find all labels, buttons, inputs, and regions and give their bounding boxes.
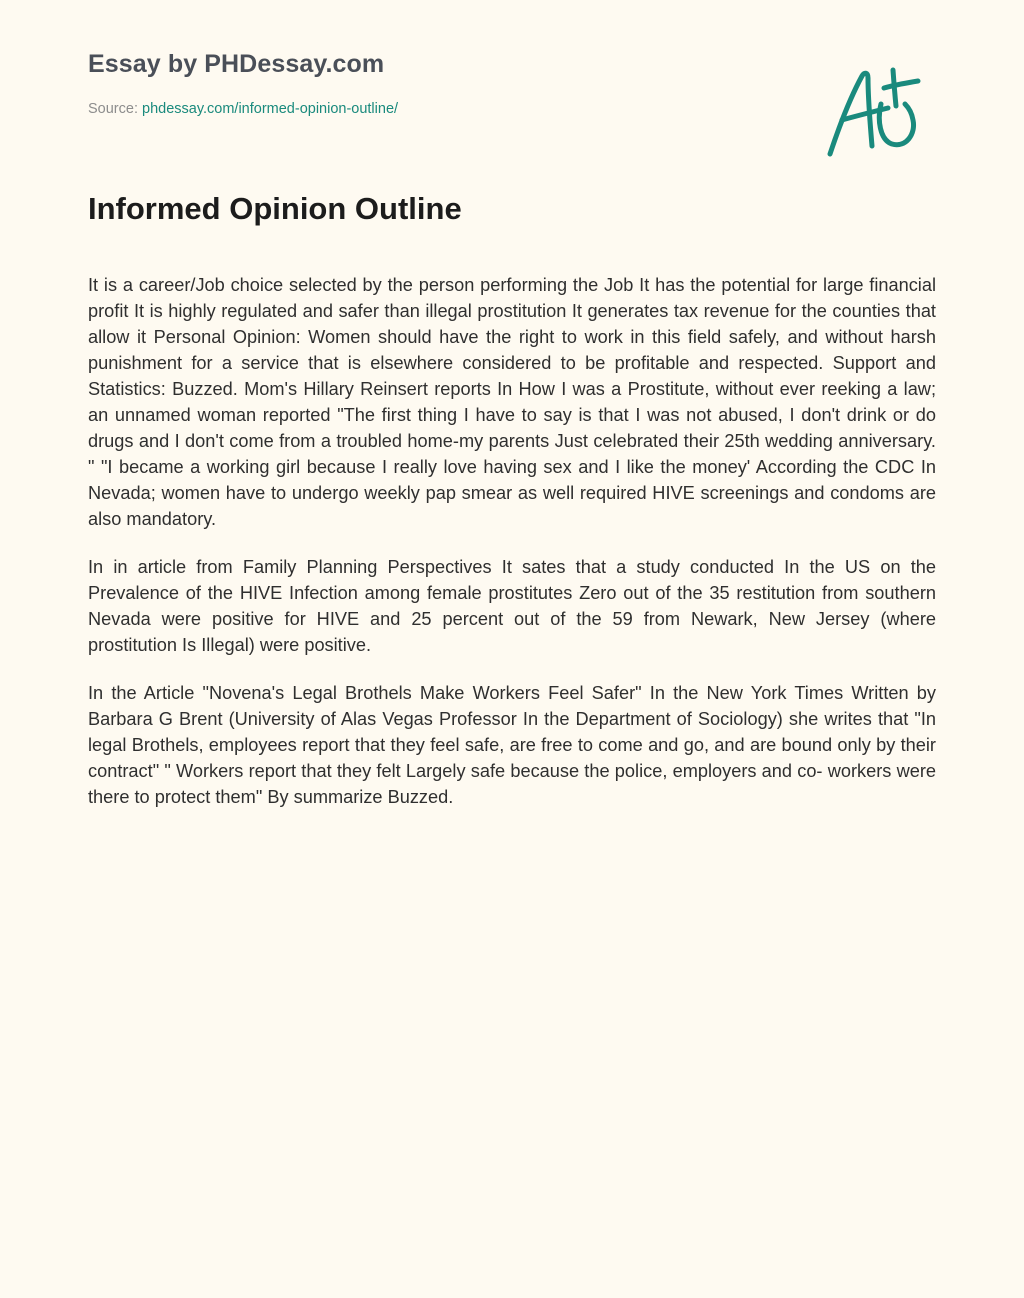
essay-paragraph: In in article from Family Planning Perspectives It sates that a study conducted In the US on the Prevalence of the HIVE Infection among female prostitutes Zero out of the 35 restitution from southern Nevada were positive for HIVE and 25 percent out of the 59 from Newark, New Jersey (where prostitution Is Illegal) were positive.	[88, 557, 936, 655]
a-plus-logo-icon	[826, 62, 936, 162]
site-title: Essay by PHDessay.com	[88, 50, 385, 78]
source-link[interactable]: phdessay.com/informed-opinion-outline/	[142, 101, 399, 117]
source-line	[88, 101, 398, 117]
essay-title: Informed Opinion Outline	[88, 191, 462, 226]
essay-body	[88, 272, 936, 832]
essay-paragraph: It is a career/Job choice selected by the person performing the Job It has the potential for large financial profit It is highly regulated and safer than illegal prostitution It generates tax revenue for the counties that allow it Personal Opinion: Women should have the right to work in this field safely, and without harsh punishment for a service that is elsewhere considered to be profitable and respected. Support and Statistics: Buzzed. Mom's Hillary Reinsert reports In How I was a Prostitute, without ever reeking a law; an unnamed woman reported "The first thing I have to say is that I was not abused, I don't drink or do drugs and I don't come from a troubled home-my parents Just celebrated their 25th wedding anniversary. " "I became a working girl because I really love having sex and I like the money' According the CDC In Nevada; women have to undergo weekly pap smear as well required HIVE screenings and condoms are also mandatory.	[88, 275, 936, 529]
source-label: Source:	[88, 101, 142, 117]
essay-paragraph: In the Article "Novena's Legal Brothels Make Workers Feel Safer" In the New York Times Written by Barbara G Brent (University of Alas Vegas Professor In the Department of Sociology) she writes that "In legal Brothels, employees report that they feel safe, are free to come and go, and are bound only by their contract" " Workers report that they felt Largely safe because the police, employers and co- workers were there to protect them" By summarize Buzzed.	[88, 683, 936, 807]
